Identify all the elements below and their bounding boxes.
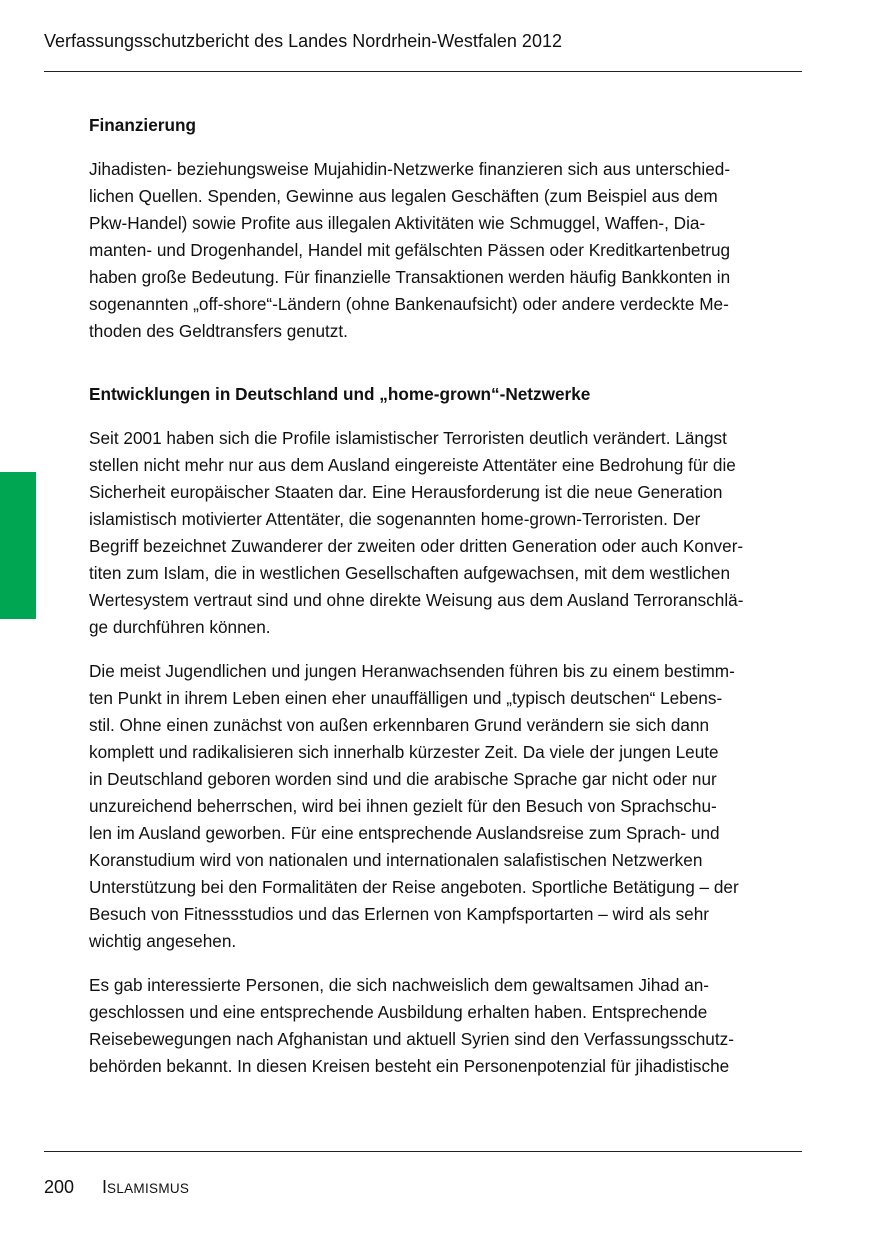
text-line: stil. Ohne einen zunächst von außen erkennbaren Grund verändern sie sich dann [89, 715, 710, 735]
text-line: lichen Quellen. Spenden, Gewinne aus legalen Geschäften (zum Beispiel aus dem [89, 186, 718, 206]
text-line: behörden bekannt. In diesen Kreisen besteht ein Personenpotenzial für jihadistische [89, 1056, 730, 1076]
paragraph-finanzierung [89, 156, 802, 345]
running-header-title: Verfassungsschutzbericht des Landes Nordrhein-Westfalen 2012 [44, 31, 562, 51]
text-line: in Deutschland geboren worden sind und die arabische Sprache gar nicht oder nur [89, 769, 717, 789]
main-content [89, 112, 802, 1080]
section-title-initial: I [102, 1177, 108, 1197]
section-heading-finanzierung: Finanzierung [89, 115, 196, 135]
header-rule [44, 71, 802, 72]
text-line: unzureichend beherrschen, wird bei ihnen gezielt für den Besuch von Sprachschu- [89, 796, 717, 816]
text-line: islamistisch motivierter Attentäter, die sogenannten home-grown-Terroristen. Der [89, 509, 701, 529]
paragraph-entwicklungen-2 [89, 658, 802, 955]
text-line: Es gab interessierte Personen, die sich nachweislich dem gewaltsamen Jihad an- [89, 975, 710, 995]
text-line: Besuch von Fitnessstudios und das Erlernen von Kampfsportarten – wird als sehr [89, 904, 710, 924]
chapter-side-tab [0, 472, 36, 619]
text-line: komplett und radikalisieren sich innerhalb kürzester Zeit. Da viele der jungen Leute [89, 742, 719, 762]
text-line: Koranstudium wird von nationalen und internationalen salafistischen Netzwerken [89, 850, 703, 870]
text-line: Reisebewegungen nach Afghanistan und aktuell Syrien sind den Verfassungsschutz- [89, 1029, 734, 1049]
text-line: Pkw-Handel) sowie Profite aus illegalen Aktivitäten wie Schmuggel, Waffen-, Dia- [89, 213, 706, 233]
text-line: Wertesystem vertraut sind und ohne direkte Weisung aus dem Ausland Terroranschlä- [89, 590, 744, 610]
text-line: len im Ausland geworben. Für eine entsprechende Auslandsreise zum Sprach- und [89, 823, 720, 843]
text-line: titen zum Islam, die in westlichen Gesellschaften aufgewachsen, mit dem westlichen [89, 563, 731, 583]
text-line: Sicherheit europäischer Staaten dar. Eine Herausforderung ist die neue Generation [89, 482, 723, 502]
text-line: thoden des Geldtransfers genutzt. [89, 321, 348, 341]
footer-section-title [102, 1175, 189, 1201]
text-line: Jihadisten- beziehungsweise Mujahidin-Netzwerke finanzieren sich aus unterschied- [89, 159, 731, 179]
text-line: ten Punkt in ihrem Leben einen eher unauffälligen und „typisch deutschen“ Lebens- [89, 688, 723, 708]
text-line: Die meist Jugendlichen und jungen Heranwachsenden führen bis zu einem bestimm- [89, 661, 735, 681]
text-line: wichtig angesehen. [89, 931, 237, 951]
section-title-rest: SLAMISMUS [107, 1181, 190, 1196]
text-line: Unterstützung bei den Formalitäten der Reise angeboten. Sportliche Betätigung – der [89, 877, 739, 897]
text-line: stellen nicht mehr nur aus dem Ausland eingereiste Attentäter eine Bedrohung für die [89, 455, 736, 475]
section-heading-entwicklungen: Entwicklungen in Deutschland und „home-grown“-Netzwerke [89, 384, 591, 404]
text-line: geschlossen und eine entsprechende Ausbildung erhalten haben. Entsprechende [89, 1002, 708, 1022]
text-line: haben große Bedeutung. Für finanzielle Transaktionen werden häufig Bankkonten in [89, 267, 731, 287]
text-line: sogenannten „off-shore“-Ländern (ohne Bankenaufsicht) oder andere verdeckte Me- [89, 294, 729, 314]
text-line: ge durchführen können. [89, 617, 271, 637]
page-number: 200 [44, 1177, 75, 1197]
footer-rule [44, 1151, 802, 1152]
paragraph-entwicklungen-1 [89, 425, 802, 641]
text-line: Begriff bezeichnet Zuwanderer der zweiten oder dritten Generation oder auch Konver- [89, 536, 744, 556]
text-line: manten- und Drogenhandel, Handel mit gefälschten Pässen oder Kreditkartenbetrug [89, 240, 731, 260]
paragraph-entwicklungen-3 [89, 972, 802, 1080]
text-line: Seit 2001 haben sich die Profile islamistischer Terroristen deutlich verändert. Längst [89, 428, 727, 448]
